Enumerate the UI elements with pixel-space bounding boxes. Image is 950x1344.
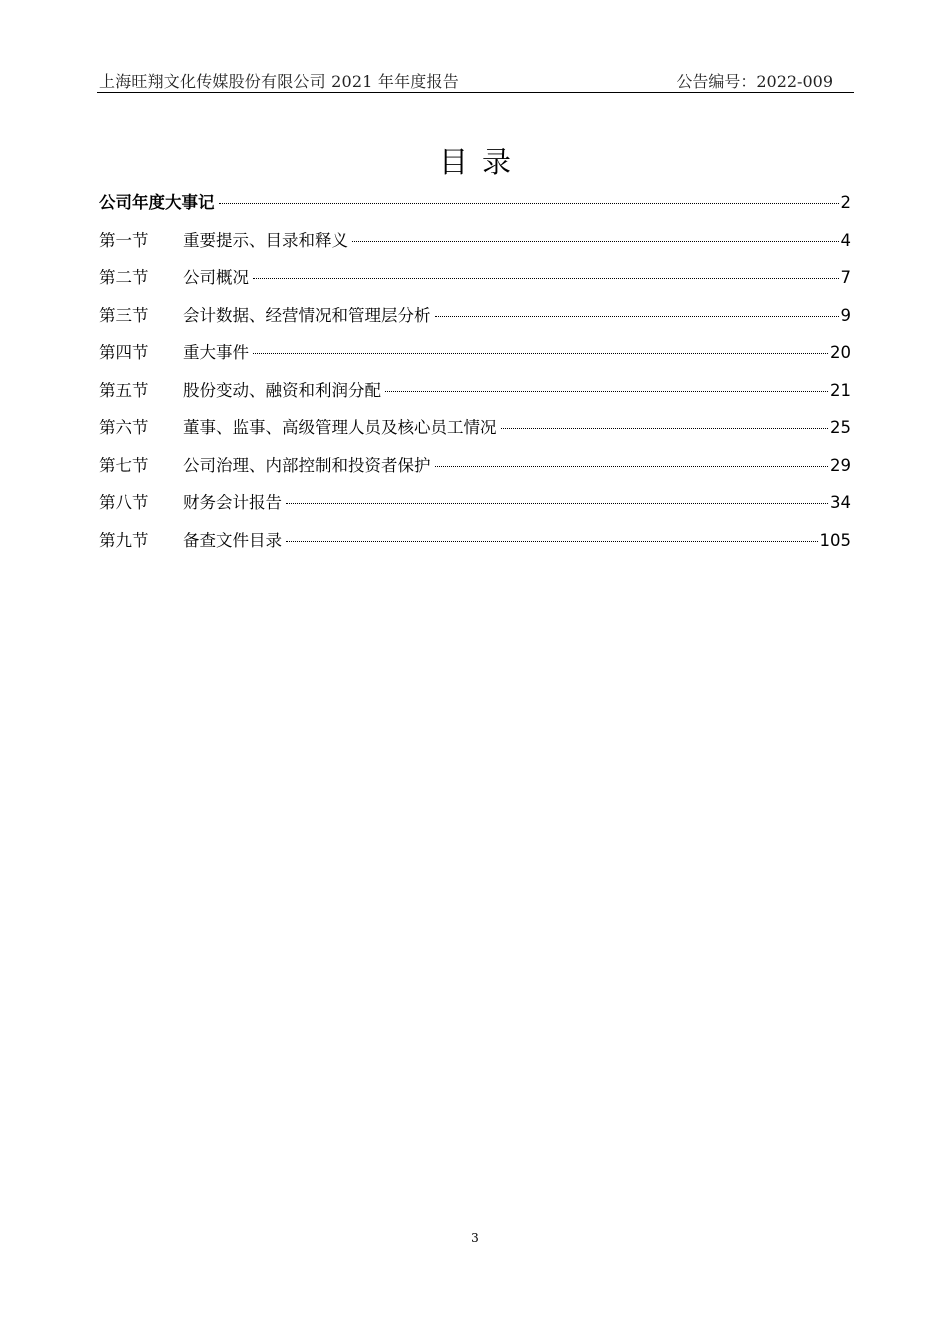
table-of-contents [99,190,851,565]
toc-dot-leader [219,203,839,204]
toc-entry-label: 公司概况 [183,268,249,287]
toc-entry-section-4[interactable] [99,340,851,378]
toc-entry-page: 34 [830,493,851,512]
header-report-title: 上海旺翔文化传媒股份有限公司 2021 年年度报告 [99,72,459,91]
toc-entry-section: 第五节 [99,380,149,400]
toc-entry-label: 会计数据、经营情况和管理层分析 [183,305,431,325]
toc-dot-leader [435,466,829,467]
toc-entry-section: 第三节 [99,305,149,325]
toc-entry-page: 7 [840,268,851,287]
toc-dot-leader [385,391,828,392]
toc-dot-leader [352,241,839,242]
toc-entry-section-5[interactable] [99,378,851,416]
toc-entry-label: 公司治理、内部控制和投资者保护 [183,455,431,475]
toc-entry-page: 4 [840,230,851,250]
toc-entry-page: 29 [830,455,851,475]
toc-entry-section-7[interactable] [99,453,851,491]
toc-entry-section: 第九节 [99,530,149,550]
toc-entry-annual-events[interactable] [99,190,851,228]
toc-dot-leader [253,353,828,354]
toc-dot-leader [501,428,829,429]
toc-entry-page: 25 [830,418,851,437]
toc-entry-section-6[interactable] [99,415,851,453]
toc-entry-label: 财务会计报告 [183,493,282,512]
toc-entry-section-1[interactable] [99,228,851,266]
toc-entry-label: 公司年度大事记 [99,193,215,212]
toc-entry-section-8[interactable] [99,490,851,528]
page-header [97,66,854,93]
toc-entry-label: 重要提示、目录和释义 [183,230,348,250]
toc-dot-leader [435,316,839,317]
page-number: 3 [471,1231,479,1245]
toc-entry-section: 第八节 [99,493,149,512]
toc-entry-section: 第四节 [99,343,149,362]
toc-entry-section: 第六节 [99,418,149,437]
toc-title: 目录 [438,145,525,179]
toc-entry-page: 105 [819,530,851,550]
toc-entry-label: 备查文件目录 [183,530,282,550]
toc-entry-section: 第一节 [99,230,149,250]
toc-entry-section: 第二节 [99,268,149,287]
toc-entry-label: 重大事件 [183,343,249,362]
toc-dot-leader [286,503,828,504]
toc-entry-page: 21 [830,380,851,400]
toc-entry-section: 第七节 [99,455,149,475]
toc-entry-section-9[interactable] [99,528,851,566]
toc-entry-page: 2 [840,193,851,212]
toc-entry-label: 董事、监事、高级管理人员及核心员工情况 [183,418,497,437]
toc-dot-leader [286,541,818,542]
toc-entry-page: 9 [840,305,851,325]
toc-entry-section-2[interactable] [99,265,851,303]
header-announcement-number: 公告编号：2022-009 [676,72,833,91]
toc-entry-label: 股份变动、融资和利润分配 [183,380,381,400]
toc-entry-page: 20 [830,343,851,362]
toc-entry-section-3[interactable] [99,303,851,341]
toc-dot-leader [253,278,839,279]
